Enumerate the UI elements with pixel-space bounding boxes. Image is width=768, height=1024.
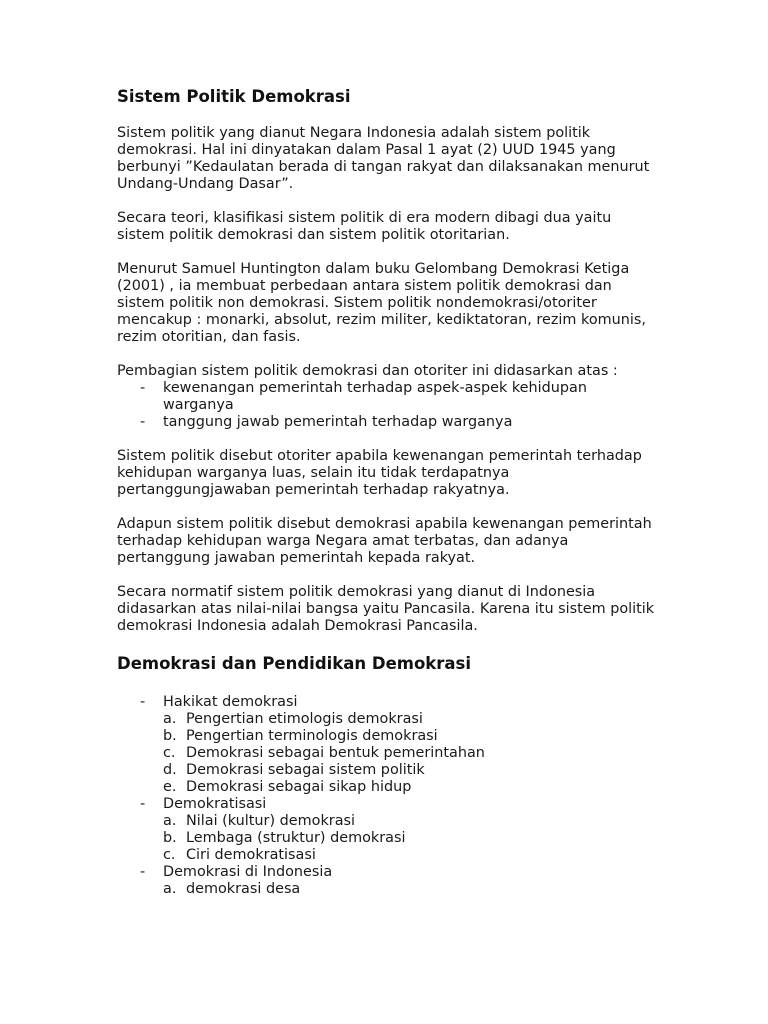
section-demokrasi-pendidikan [117,653,657,898]
section-title-demokrasi-pendidikan: Demokrasi dan Pendidikan Demokrasi [117,654,472,673]
list-item [117,380,657,414]
list-item [163,830,657,847]
list-item-text: Lembaga (struktur) demokrasi [186,830,406,846]
outline-group [117,694,657,796]
alpha-marker: e. [163,779,177,795]
outline-group [117,864,657,898]
outline-group [117,796,657,864]
list-item-text: kewenangan pemerintah terhadap aspek-aspek kehidupan warganya [163,380,587,413]
alpha-marker: d. [163,762,177,778]
list-item-text: Demokrasi sebagai bentuk pemerintahan [186,745,485,761]
alpha-marker: a. [163,711,177,727]
outline-group-label: Hakikat demokrasi [163,694,298,710]
paragraph-4-intro: Pembagian sistem politik demokrasi dan otoriter ini didasarkan atas : [117,363,618,379]
paragraph-1: Sistem politik yang dianut Negara Indonesia adalah sistem politik demokrasi. Hal ini dinyatakan dalam Pasal 1 ayat (2) UUD 1945 yang berbunyi ”Kedaulatan berada di tangan rakyat dan dilaksanakan menurut Undang-Undang Dasar”. [117,125,650,192]
alpha-marker: c. [163,847,176,863]
list-item-text: Ciri demokratisasi [186,847,316,863]
dash-bullet: - [140,380,146,396]
dash-bullet: - [140,864,146,880]
dash-bullet: - [140,694,146,710]
alpha-marker: b. [163,728,177,744]
list-item [163,813,657,830]
list-item [163,847,657,864]
list-item-text: demokrasi desa [186,881,301,897]
section-title-sistem-politik: Sistem Politik Demokrasi [117,87,351,106]
alpha-marker: a. [163,813,177,829]
outline-group-label: Demokrasi di Indonesia [163,864,333,880]
list-item-text: Demokrasi sebagai sikap hidup [186,779,412,795]
topic-outline [117,694,657,898]
alpha-marker: a. [163,881,177,897]
paragraph-7: Secara normatif sistem politik demokrasi yang dianut di Indonesia didasarkan atas nilai-nilai bangsa yaitu Pancasila. Karena itu sistem politik demokrasi Indonesia adalah Demokrasi Pancasila. [117,584,655,634]
list-item-text: Nilai (kultur) demokrasi [186,813,356,829]
paragraph-5: Sistem politik disebut otoriter apabila kewenangan pemerintah terhadap kehidupan warganya luas, selain itu tidak terdapatnya pertanggungjawaban pemerintah terhadap rakyatnya. [117,448,642,498]
outline-group-label: Demokratisasi [163,796,267,812]
list-item-text: Demokrasi sebagai sistem politik [186,762,425,778]
dash-bullet: - [140,414,146,430]
list-item-text: Pengertian etimologis demokrasi [186,711,423,727]
outline-sublist [163,813,657,864]
list-item-text: Pengertian terminologis demokrasi [186,728,438,744]
document-page [117,86,657,898]
paragraph-3: Menurut Samuel Huntington dalam buku Gelombang Demokrasi Ketiga (2001) , ia membuat perbedaan antara sistem politik demokrasi dan sistem politik non demokrasi. Sistem politik nondemokrasi/otoriter mencakup : monarki, absolut, rezim militer, kediktatoran, rezim komunis, rezim otoritian, dan fasis. [117,261,646,345]
list-item [163,779,657,796]
alpha-marker: b. [163,830,177,846]
dash-bullet: - [140,796,146,812]
paragraph-4-block [117,363,657,431]
list-item [163,745,657,762]
outline-sublist [163,711,657,796]
list-item [163,762,657,779]
list-item-text: tanggung jawab pemerintah terhadap warganya [163,414,513,430]
alpha-marker: c. [163,745,176,761]
paragraph-6: Adapun sistem politik disebut demokrasi apabila kewenangan pemerintah terhadap kehidupan warga Negara amat terbatas, dan adanya pertanggung jawaban pemerintah kepada rakyat. [117,516,652,566]
list-item [163,711,657,728]
list-item [163,728,657,745]
paragraph-2: Secara teori, klasifikasi sistem politik di era modern dibagi dua yaitu sistem politik demokrasi dan sistem politik otoritarian. [117,210,612,243]
outline-sublist [163,881,657,898]
list-item [163,881,657,898]
list-item [117,414,657,431]
basis-list [117,380,657,431]
